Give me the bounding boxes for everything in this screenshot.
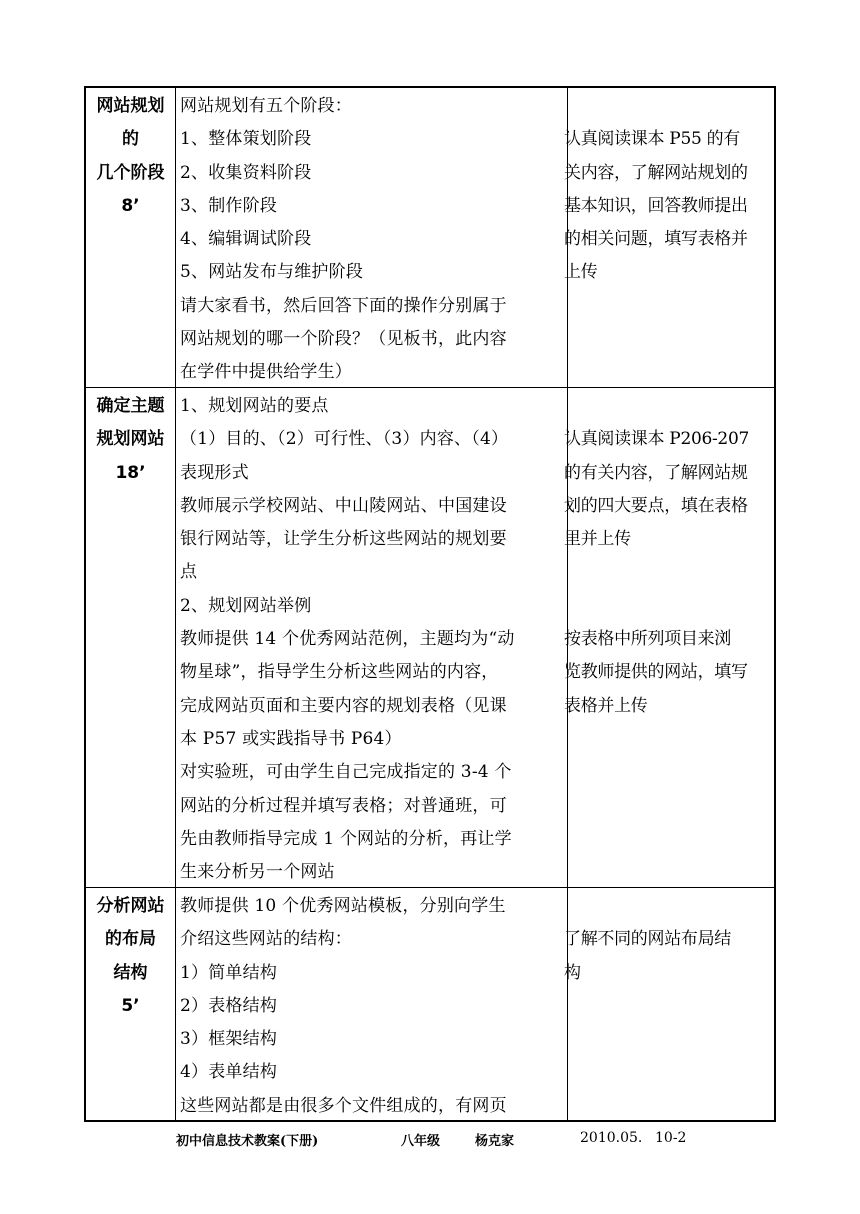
cell-line: 的布局	[105, 929, 156, 950]
cell-line: 银行网站等，让学生分析这些网站的规划要	[180, 529, 507, 550]
cell-line: 物星球”，指导学生分析这些网站的内容，	[180, 662, 499, 683]
cell-line: 4）表单结构	[180, 1062, 278, 1083]
footer-author: 杨克家	[475, 1134, 515, 1149]
cell-line: 的相关问题，填写表格并	[564, 229, 748, 250]
cell-line: 2、收集资料阶段	[180, 162, 312, 183]
student-activity-cell	[559, 888, 781, 1122]
cell-line: 结构	[113, 962, 148, 983]
cell-line: 的有关内容，了解网站规	[564, 462, 748, 483]
cell-line: 规划网站	[96, 429, 165, 450]
cell-line: 认真阅读课本 P55 的有	[564, 129, 740, 150]
cell-line: （1）目的、（2）可行性、（3）内容、（4）	[180, 429, 509, 450]
cell-line: 构	[564, 962, 581, 983]
cell-line: 上传	[564, 262, 598, 283]
cell-line: 这些网站都是由很多个文件组成的，有网页	[180, 1095, 507, 1116]
teacher-activity-cell	[175, 388, 568, 887]
cell-line: 1、规划网站的要点	[180, 396, 329, 416]
cell-line: 教师展示学校网站、中山陵网站、中国建设	[180, 495, 507, 516]
cell-line	[564, 590, 779, 623]
cell-line: 划的四大要点，填在表格	[564, 495, 748, 516]
cell-line: 1、整体策划阶段	[180, 129, 312, 150]
student-activity-cell	[559, 388, 781, 887]
cell-line: 18’	[115, 462, 146, 483]
stage-cell	[86, 388, 176, 887]
lesson-plan-table	[84, 86, 776, 1122]
cell-line: 分析网站	[96, 896, 165, 916]
cell-line: 在学件中提供给学生）	[180, 362, 352, 383]
cell-line: 5、网站发布与维护阶段	[180, 262, 364, 283]
table-row	[86, 388, 774, 888]
table-row	[86, 888, 774, 1122]
stage-cell	[86, 888, 176, 1122]
cell-line: 对实验班，可由学生自己完成指定的 3-4 个	[180, 762, 512, 783]
cell-line: 3）框架结构	[180, 1029, 278, 1050]
cell-line: 表格并上传	[564, 695, 648, 716]
cell-line: 1）简单结构	[180, 962, 278, 983]
cell-line: 认真阅读课本 P206-207	[564, 429, 749, 450]
cell-line: 表现形式	[180, 462, 249, 483]
cell-line: 按表格中所列项目来浏	[564, 629, 731, 650]
cell-line: 生来分析另一个网站	[180, 862, 335, 883]
cell-line: 2）表格结构	[180, 995, 278, 1016]
cell-line: 介绍这些网站的结构：	[180, 929, 352, 950]
footer-page-number: 10-2	[655, 1130, 687, 1146]
cell-line: 网站的分析过程并填写表格；对普通班，可	[180, 795, 507, 816]
cell-line: 5’	[121, 995, 140, 1016]
cell-line: 教师提供 10 个优秀网站模板，分别向学生	[180, 896, 506, 916]
cell-line: 关内容，了解网站规划的	[564, 162, 748, 183]
cell-line: 教师提供 14 个优秀网站范例，主题均为“动	[180, 629, 515, 650]
cell-line	[564, 556, 779, 589]
cell-line: 网站规划	[96, 96, 165, 116]
cell-line: 完成网站页面和主要内容的规划表格（见课	[180, 695, 507, 716]
teacher-activity-cell	[175, 888, 568, 1122]
cell-line: 4、编辑调试阶段	[180, 229, 312, 250]
cell-line	[564, 90, 779, 123]
cell-line: 网站规划的哪一个阶段？（见板书，此内容	[180, 329, 507, 350]
footer-title: 初中信息技术教案(下册)	[176, 1134, 319, 1149]
cell-line	[564, 890, 779, 923]
cell-line: 网站规划有五个阶段：	[180, 96, 352, 116]
cell-line: 基本知识，回答教师提出	[564, 195, 748, 216]
cell-line: 请大家看书，然后回答下面的操作分别属于	[180, 295, 507, 316]
cell-line: 8’	[121, 195, 140, 216]
footer-date: 2010.05.	[580, 1130, 643, 1146]
cell-line: 3、制作阶段	[180, 195, 278, 216]
cell-line: 了解不同的网站布局结	[564, 929, 731, 950]
cell-line: 览教师提供的网站，填写	[564, 662, 748, 683]
cell-line	[564, 390, 779, 423]
cell-line: 先由教师指导完成 1 个网站的分析，再让学	[180, 828, 512, 849]
table-row	[86, 88, 774, 388]
cell-line: 点	[180, 562, 198, 583]
cell-line: 几个阶段	[96, 162, 165, 183]
stage-cell	[86, 88, 176, 387]
cell-line: 2、规划网站举例	[180, 595, 312, 616]
teacher-activity-cell	[175, 88, 568, 387]
cell-line: 里并上传	[564, 529, 631, 550]
cell-line: 的	[122, 129, 139, 150]
page-footer	[0, 1130, 860, 1150]
cell-line: 确定主题	[96, 396, 165, 416]
footer-grade: 八年级	[401, 1134, 441, 1149]
student-activity-cell	[559, 88, 781, 387]
cell-line: 本 P57 或实践指导书 P64）	[180, 728, 402, 749]
